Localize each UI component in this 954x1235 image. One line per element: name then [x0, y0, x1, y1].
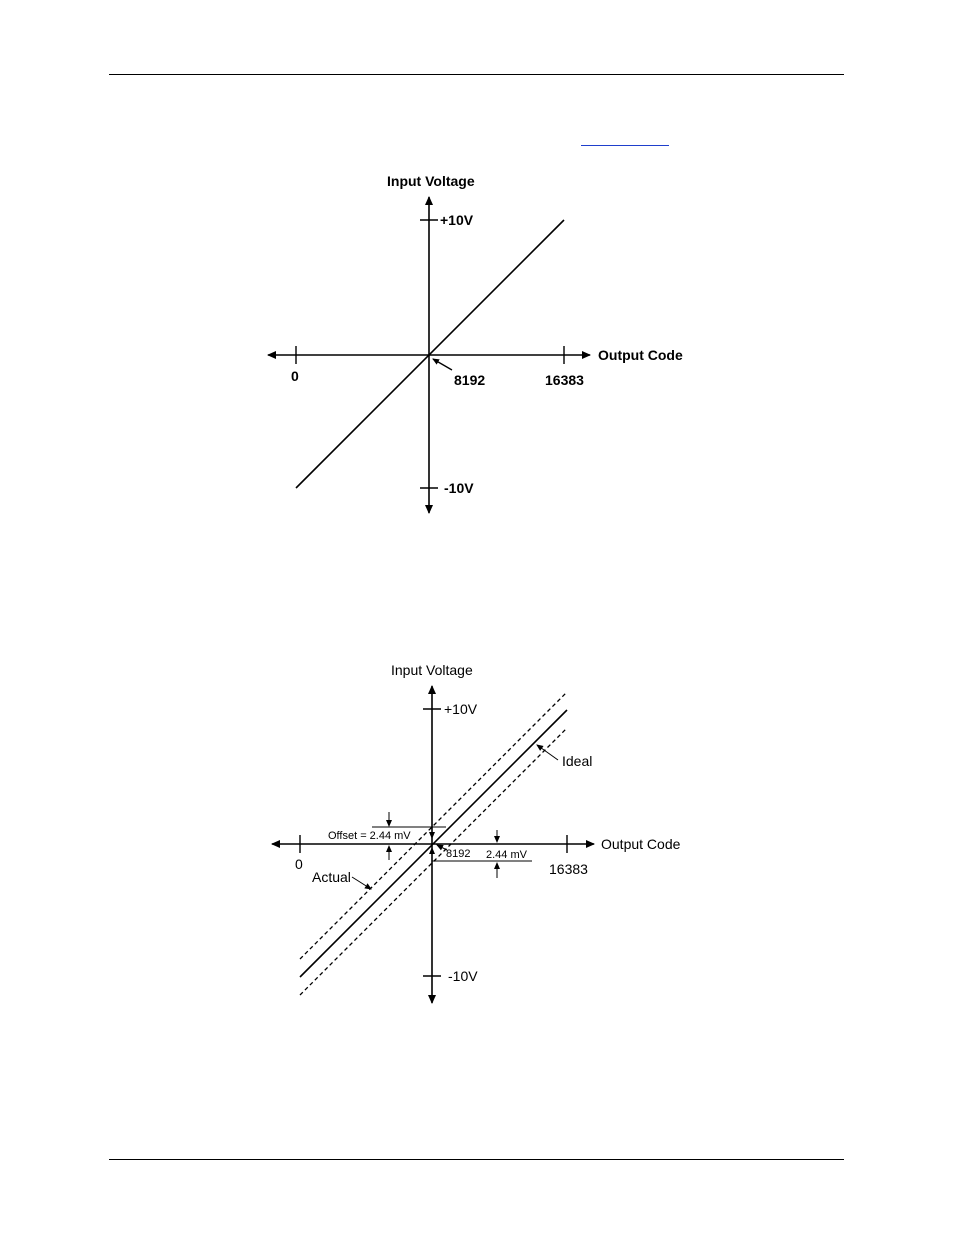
- fig1-midcode-pointer: [433, 359, 452, 370]
- figure-1-ideal-transfer: [268, 173, 683, 513]
- fig2-actual-pointer: [352, 877, 371, 889]
- fig1-x16383-label: 16383: [545, 372, 584, 388]
- figure-2-offset-error: [272, 662, 681, 1003]
- fig2-offset-label: Offset = 2.44 mV: [328, 830, 411, 842]
- fig2-step-label: 2.44 mV: [486, 849, 527, 861]
- fig2-y-axis-label: Input Voltage: [391, 662, 473, 678]
- fig2-x-axis-label: Output Code: [601, 836, 681, 852]
- fig2-actual-label: Actual: [312, 869, 351, 885]
- fig2-x8192-label: 8192: [446, 848, 471, 860]
- fig1-minus10v-label: -10V: [444, 480, 474, 496]
- fig1-plus10v-label: +10V: [440, 212, 474, 228]
- fig1-x8192-label: 8192: [454, 372, 486, 388]
- footer-rule: [109, 1159, 844, 1160]
- fig1-transfer-line: [296, 220, 564, 488]
- fig1-x-axis-label: Output Code: [598, 347, 683, 363]
- fig1-x0-label: 0: [291, 368, 299, 384]
- fig2-tolerance-upper: [300, 692, 567, 959]
- fig2-x0-label: 0: [295, 856, 303, 872]
- fig1-y-axis-label: Input Voltage: [387, 173, 475, 189]
- fig2-plus10v-label: +10V: [444, 701, 478, 717]
- fig2-minus10v-label: -10V: [448, 968, 478, 984]
- fig2-ideal-label: Ideal: [562, 753, 593, 769]
- fig2-x16383-label: 16383: [549, 861, 588, 877]
